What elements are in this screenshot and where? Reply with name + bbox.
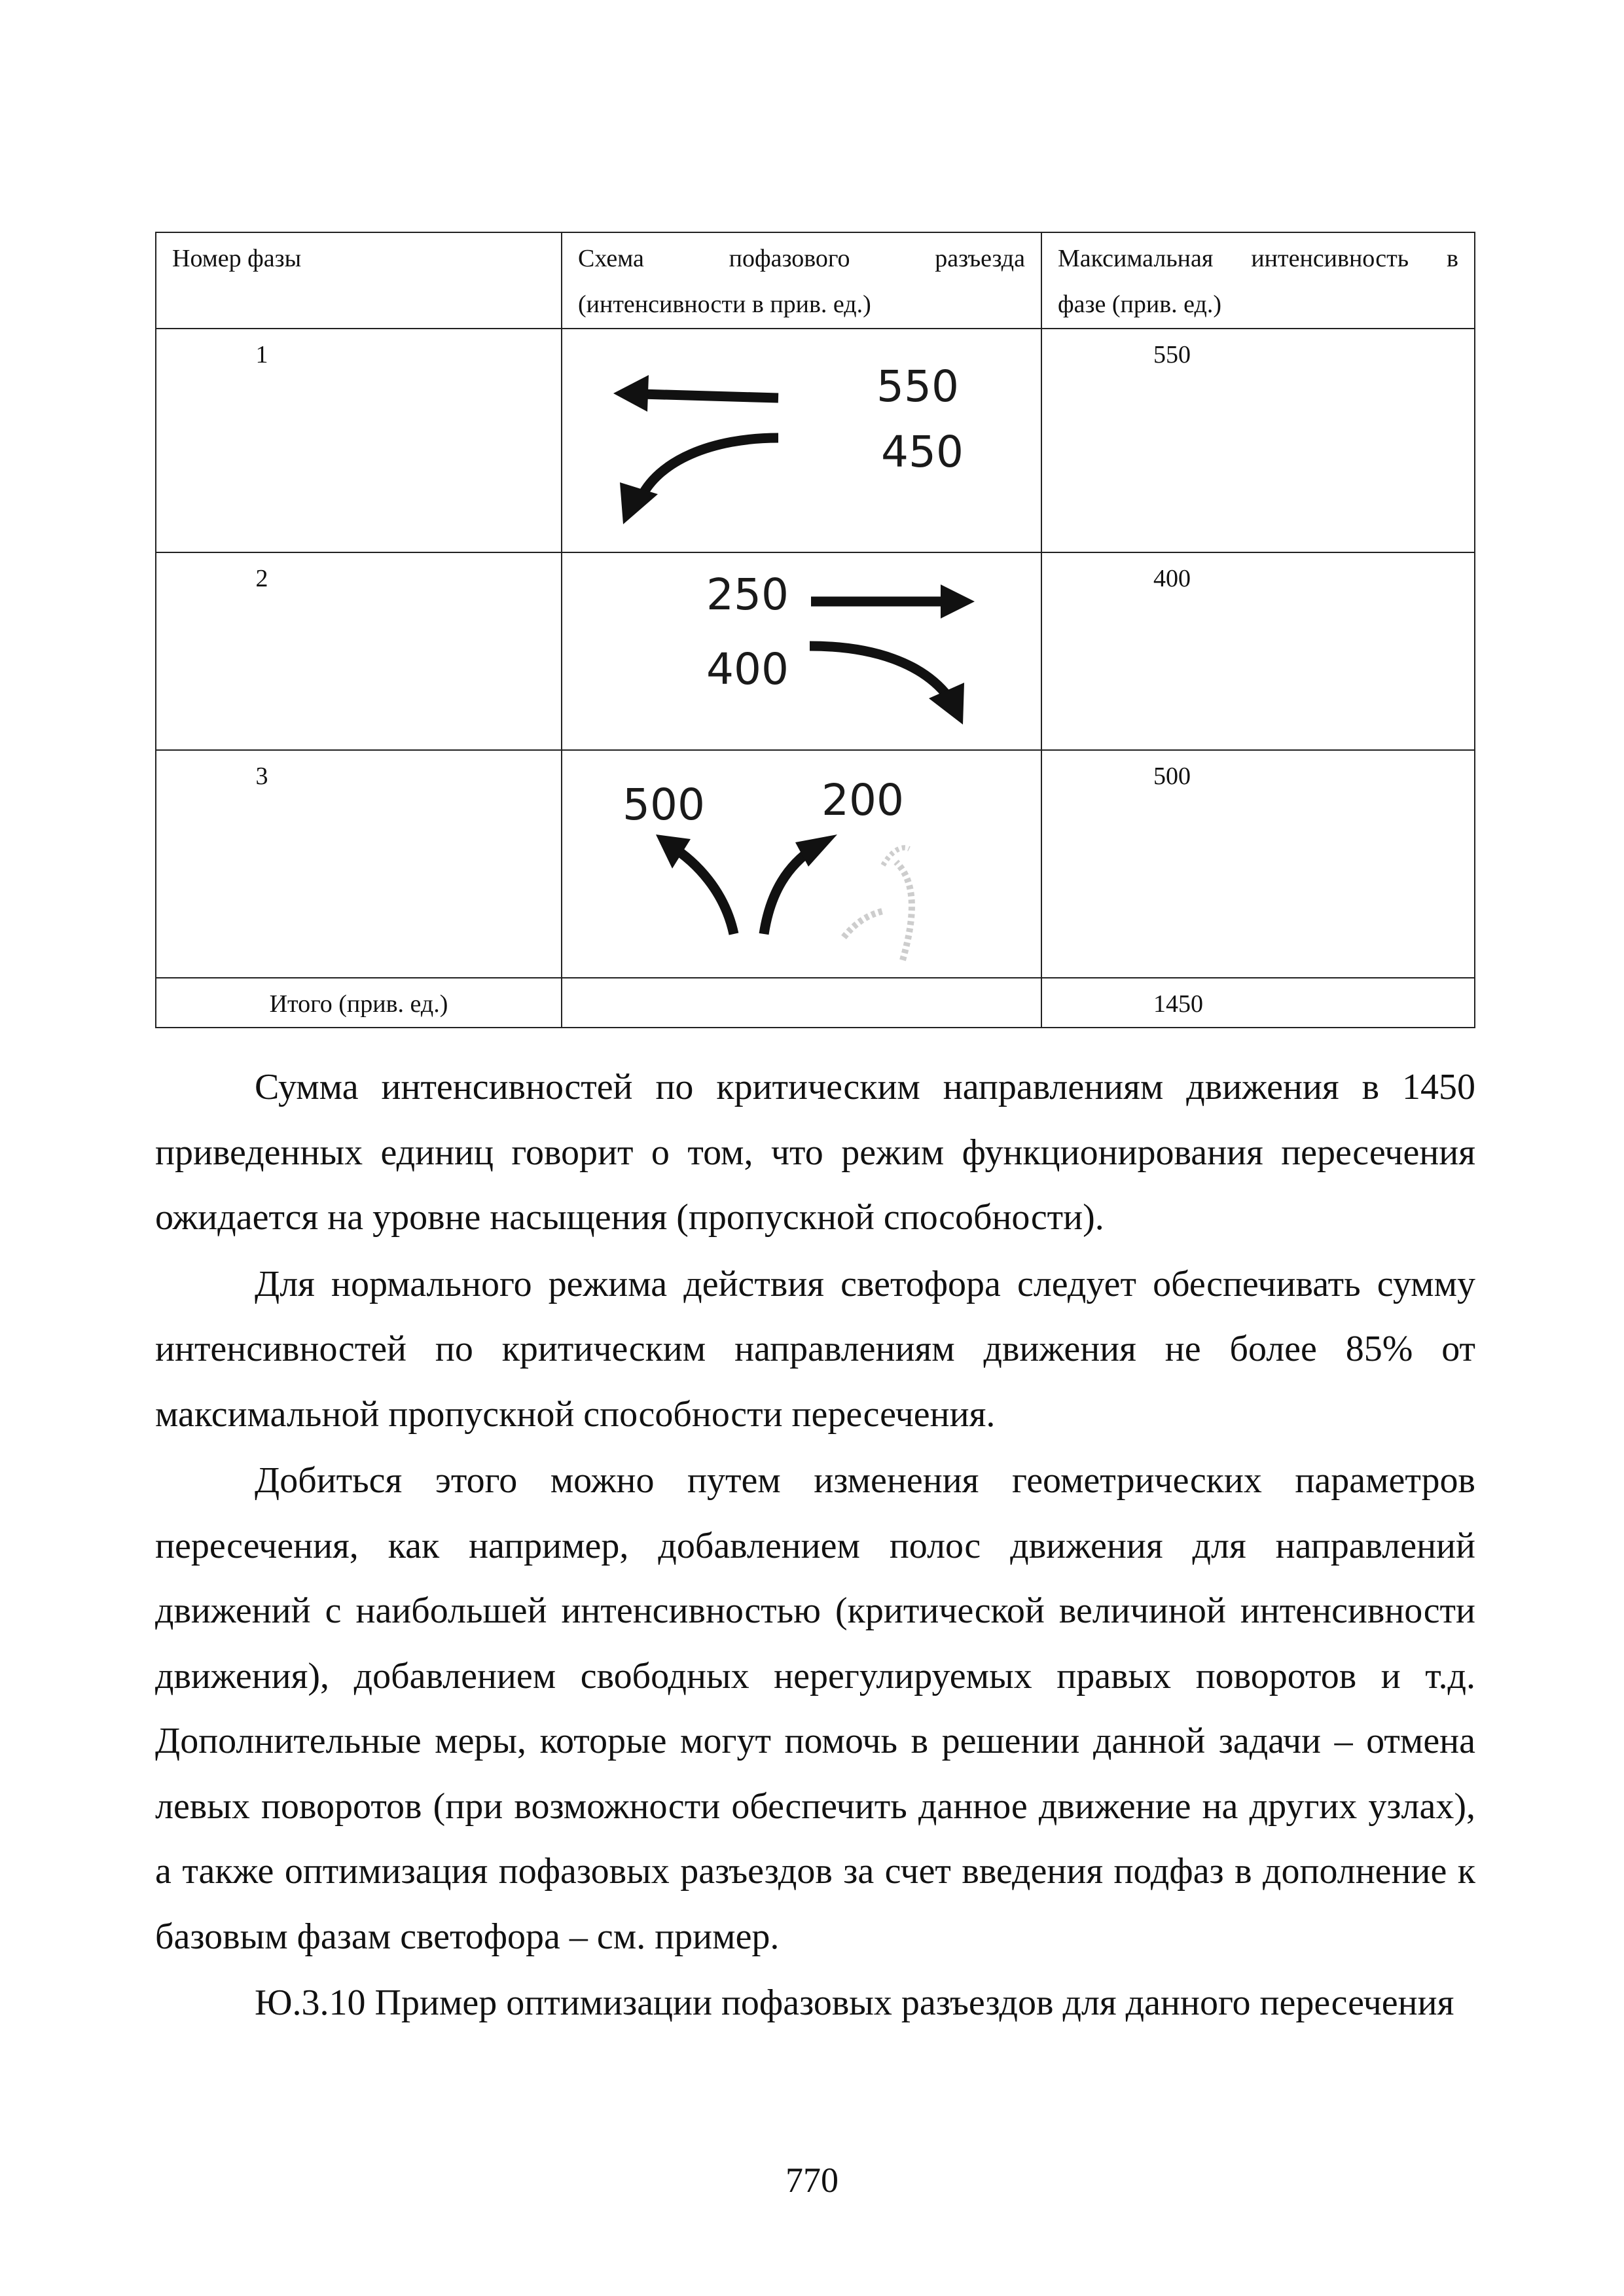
total-value-cell: 1450 [1041,978,1475,1028]
section-heading: Ю.3.10 Пример оптимизации пофазовых разъездов для данного пересечения [255,1982,1454,2023]
right-turn-arrow-icon [810,646,964,725]
header-max-intensity: Максимальная интенсивность в фазе (прив. ед.) [1041,232,1475,329]
phase-1-label-a: 550 [876,361,959,412]
table-row [156,329,1475,552]
table-row [156,750,1475,978]
left-turn-arrow-icon [620,438,778,524]
phase-2-scheme [562,553,1041,749]
max-intensity-cell: 500 [1041,750,1475,978]
right-curved-arrow-icon [764,834,837,934]
page-number: 770 [785,2161,839,2200]
phase-1-scheme [562,329,1041,552]
phase-3-scheme [562,751,1041,977]
phase-scheme-cell [562,552,1041,750]
phase-number-cell: 3 [156,750,562,978]
max-intensity-cell: 400 [1041,552,1475,750]
max-intensity-cell: 550 [1041,329,1475,552]
phase-3-label-a: 500 [623,779,705,830]
ghost-arrow-icon [844,848,912,960]
total-label-cell: Итого (прив. ед.) [156,978,562,1028]
phase-scheme-cell [562,329,1041,552]
left-curved-arrow-icon [656,834,734,934]
phase-number-cell: 2 [156,552,562,750]
header-scheme: Схема пофазового разъезда (интенсивности в прив. ед.) [562,232,1041,329]
paragraph: Добиться этого можно путем изменения геометрических параметров пересечения, как например, добавлением полос движения для направлений движений с наибольшей интенсивностью (критической величиной интенсивности движения), добавлением свободных нерегулируемых правых поворотов и т.д. Дополнительные меры, которые могут помочь в решении данной задачи – отмена левых поворотов (при возможности обеспечить данное движение на других узлах), а также оптимизация пофазовых разъездов за счет введения подфаз в дополнение к базовым фазам светофора – см. пример. [155,1460,1475,1957]
straight-left-arrow-icon [613,375,778,412]
straight-right-arrow-icon [811,584,975,619]
paragraph: Для нормального режима действия светофора следует обеспечивать сумму интенсивностей по критическим направлениям движения не более 85% от максимальной пропускной способности пересечения. [155,1263,1475,1435]
phase-number-cell: 1 [156,329,562,552]
table-header-row [156,232,1475,329]
header-phase-number: Номер фазы [156,232,562,329]
phase-1-label-b: 450 [881,426,964,477]
table-row [156,552,1475,750]
phase-2-label-a: 250 [706,569,789,620]
phase-table [155,232,1475,1028]
total-empty-cell [562,978,1041,1028]
table-total-row [156,978,1475,1028]
phase-2-label-b: 400 [706,643,789,694]
phase-3-label-b: 200 [821,774,904,825]
body-text [155,1055,1475,2037]
paragraph: Сумма интенсивностей по критическим направлениям движения в 1450 приведенных единиц говорит о том, что режим функционирования пересечения ожидается на уровне насыщения (пропускной способности). [155,1067,1475,1238]
phase-scheme-cell [562,750,1041,978]
